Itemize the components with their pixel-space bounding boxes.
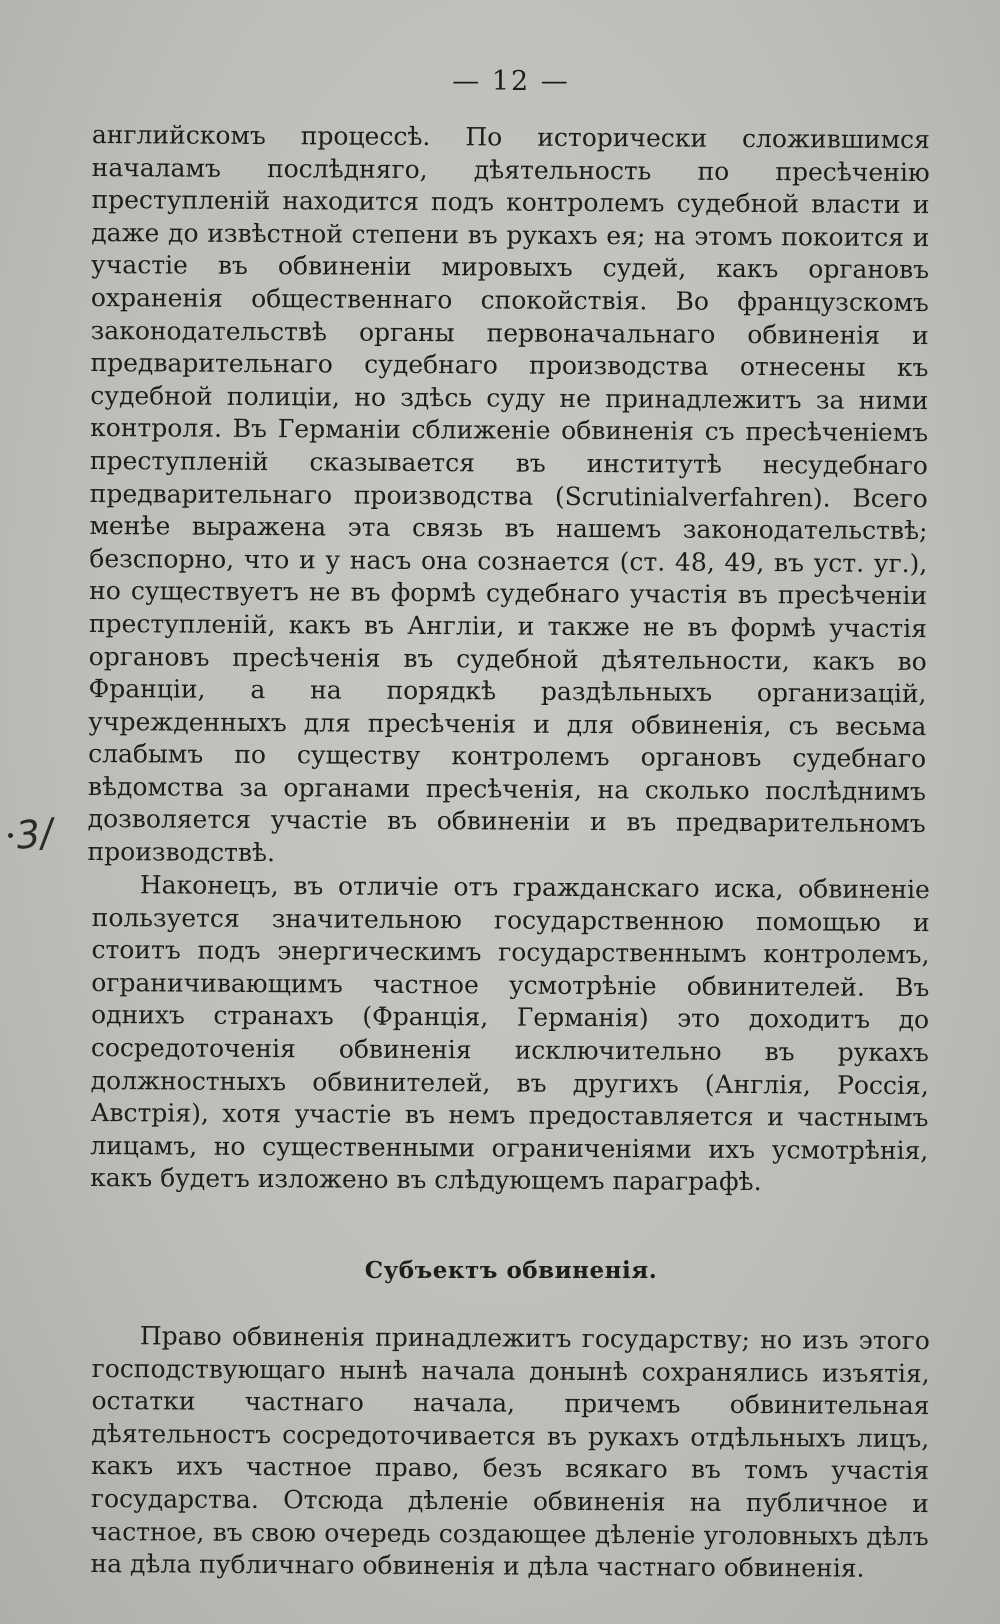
paragraph-1: английскомъ процессѣ. По исторически сложившимся началамъ послѣдняго, дѣятельность по пресѣченію преступленій находится подъ контролемъ судебной власти и даже до извѣстной степени въ рукахъ ея; на этомъ покоится и участіе въ обвиненіи мировыхъ судей, какъ органовъ охраненія общественнаго спокойствія. Во французскомъ законодательствѣ органы первоначальнаго обвиненія и предварительнаго судебнаго производства отнесены къ судебной полиціи, но здѣсь суду не принадлежитъ за ними контроля. Въ Германіи сближеніе обвиненія съ пресѣченіемъ преступленій сказывается въ институтѣ несудебнаго предварительнаго производства (Scrutinialverfahren). Всего менѣе выражена эта связь въ нашемъ законодательствѣ; безспорно, что и у насъ она сознается (ст. 48, 49, въ уст. уг.), но существуетъ не въ формѣ судебнаго участія въ пресѣченіи преступленій, какъ въ Англіи, и также не въ формѣ участія органовъ пресѣченія въ судебной дѣятельности, какъ во Франціи, а на порядкѣ раздѣльныхъ организацій, учрежденныхъ для пресѣченія и для обвиненія, съ весьма слабымъ по существу контролемъ органовъ судебнаго вѣдомства за органами пресѣченія, на сколько послѣднимъ дозволяется участіе въ обвиненіи и въ предварительномъ производствѣ. (87, 119, 930, 868)
page-number: — 12 — (452, 66, 570, 97)
paragraph-2: Наконецъ, въ отличіе отъ гражданскаго иска, обвиненіе пользуется значительною государственною помощью и стоитъ подъ энергическимъ государственнымъ контролемъ, ограничивающимъ частное усмотрѣніе обвинителей. Въ однихъ странахъ (Франція, Германія) это доходитъ до сосредоточенія обвиненія исключительно въ рукахъ должностныхъ обвинителей, въ другихъ (Англія, Россія, Австрія), хотя участіе въ немъ предоставляется и частнымъ лицамъ, но существенными ограниченіями ихъ усмотрѣнія, какъ будетъ изложено въ слѣдующемъ параграфѣ. (90, 869, 930, 1197)
paragraph-3: Право обвиненія принадлежитъ государству; но изъ этого господствующаго нынѣ начала донынѣ сохранялись изъятія, остатки частнаго начала, причемъ обвинительная дѣятельностъ сосредоточивается въ рукахъ отдѣльныхъ лицъ, какъ ихъ частное право, безъ всякаго въ томъ участія государства. Отсюда дѣленіе обвиненія на публичное и частное, въ свою очередь создающее дѣленіе уголовныхъ дѣлъ на дѣла публичнаго обвиненія и дѣла частнаго обвиненія. (90, 1320, 930, 1583)
margin-dot-mark (8, 833, 13, 838)
section-heading: Субъектъ обвиненія. (364, 1256, 658, 1284)
margin-handwritten-note: 3/ (13, 810, 56, 858)
